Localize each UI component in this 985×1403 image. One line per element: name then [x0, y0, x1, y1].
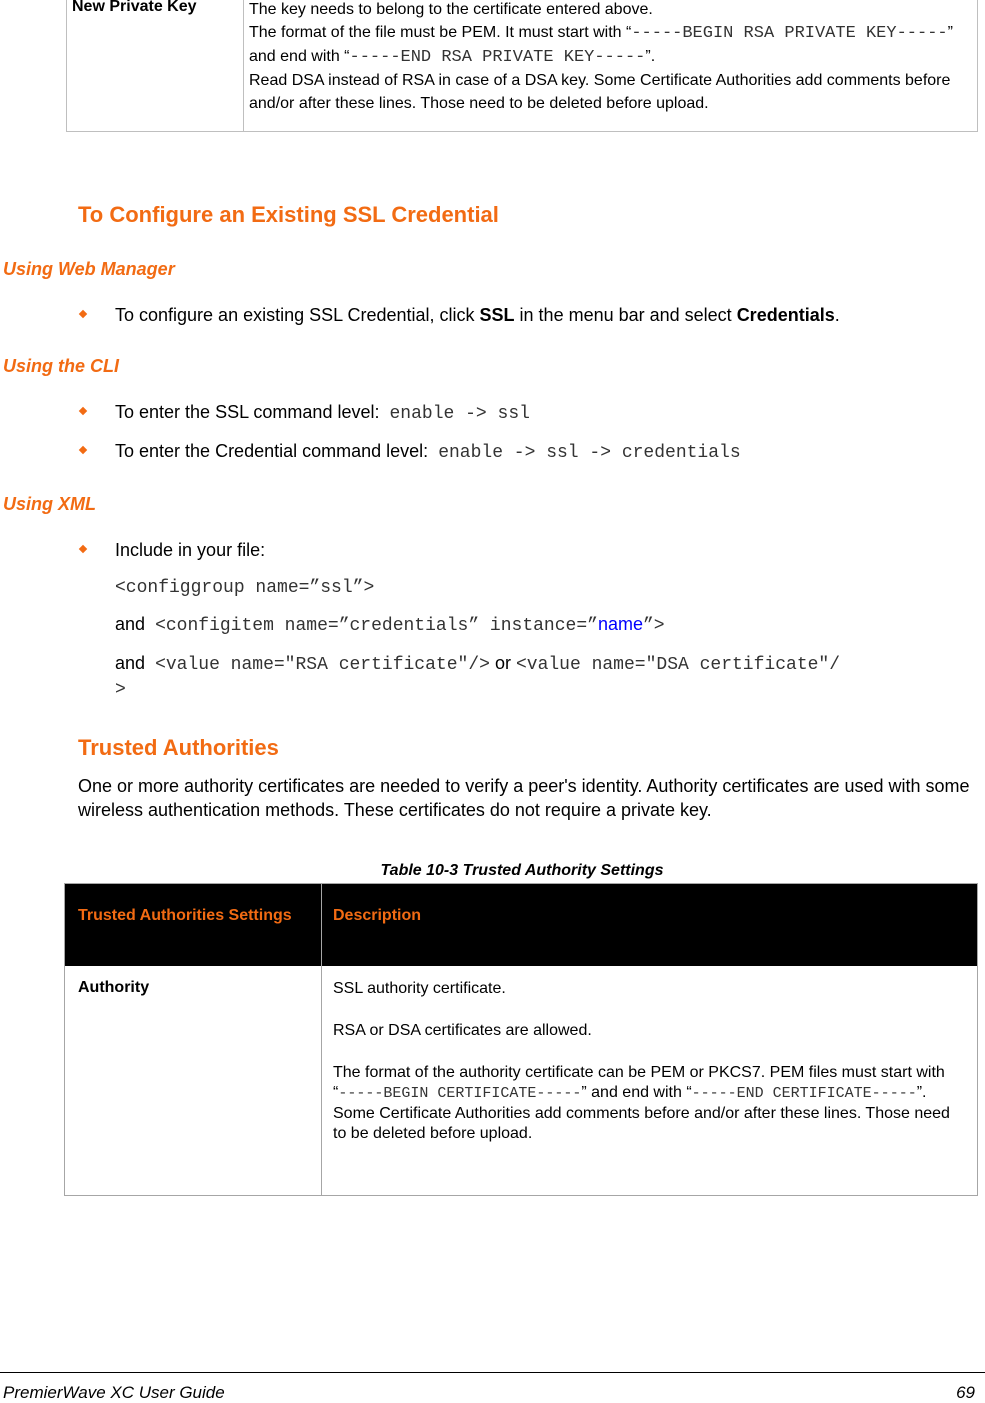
code-end-cert: -----END CERTIFICATE-----	[691, 1085, 917, 1102]
desc-line-2	[249, 21, 969, 69]
table-header	[65, 884, 977, 966]
row-description	[333, 979, 963, 1166]
and-text: and	[115, 614, 146, 634]
desc-text: ” and end with “	[249, 24, 953, 65]
code-end-key: -----END RSA PRIVATE KEY-----	[349, 48, 646, 67]
footer-divider	[0, 1372, 985, 1373]
column-divider	[243, 0, 244, 131]
xml-code: <value name="RSA certificate"/>	[155, 655, 490, 675]
header-settings: Trusted Authorities Settings	[78, 907, 292, 924]
column-divider	[321, 884, 322, 1195]
cli-heading: Using the CLI	[3, 356, 119, 376]
table-caption: Table 10-3 Trusted Authority Settings	[380, 862, 664, 879]
row-setting-name: Authority	[78, 979, 150, 996]
cli-command: enable -> ssl	[389, 404, 530, 424]
xml-line-2	[115, 614, 665, 636]
or-text: or	[494, 653, 511, 673]
trusted-authority-table	[64, 883, 978, 1196]
xml-heading: Using XML	[3, 494, 96, 514]
desc-line: SSL authority certificate.	[333, 980, 506, 997]
private-key-table	[66, 0, 978, 132]
bullet-text: To enter the SSL command level: enable -> ssl	[115, 402, 530, 424]
bullet-text: Include in your file:	[115, 540, 266, 560]
bullet-diamond-icon	[79, 446, 87, 454]
xml-line-1	[115, 576, 374, 598]
bullet-text: To configure an existing SSL Credential, click SSL in the menu bar and select Credentials.	[115, 305, 840, 325]
desc-text: The format of the file must be PEM. It must start with “	[249, 24, 632, 41]
bullet-text: To enter the Credential command level: enable -> ssl -> credentials	[115, 441, 741, 463]
setting-name: New Private Key	[72, 0, 197, 15]
bullet-diamond-icon	[79, 545, 87, 553]
header-description: Description	[333, 907, 422, 924]
xml-code: >	[115, 680, 126, 700]
xml-line-3	[115, 653, 840, 675]
xml-code: ”>	[642, 616, 665, 636]
section-title: To Configure an Existing SSL Credential	[78, 202, 499, 227]
code-begin-key: -----BEGIN RSA PRIVATE KEY-----	[631, 24, 948, 43]
section-paragraph: One or more authority certificates are needed to verify a peer's identity. Authority certificates are used with some wireless authentication methods. These certificates do not require a private key.	[78, 776, 970, 820]
xml-placeholder: name	[597, 614, 643, 634]
and-text: and	[115, 653, 146, 673]
section-title: Trusted Authorities	[78, 735, 279, 760]
footer-title: PremierWave XC User Guide	[3, 1383, 225, 1402]
web-manager-heading: Using Web Manager	[3, 259, 175, 279]
xml-line-3-cont	[115, 678, 126, 700]
page-number: 69	[956, 1383, 975, 1402]
setting-description	[249, 0, 969, 115]
xml-code: <configgroup name=”ssl”>	[115, 578, 375, 598]
code-begin-cert: -----BEGIN CERTIFICATE-----	[338, 1085, 582, 1102]
bullet-diamond-icon	[79, 407, 87, 415]
desc-line: The format of the authority certificate can be PEM or PKCS7. PEM files must start with “-----BEGIN CERTIFICATE-----” and end with “-----END CERTIFICATE-----”. Some Certificate Authorities add comments before and/or after these lines. Those need to be deleted before upload.	[333, 1064, 950, 1142]
xml-code: <configitem name=”credentials” instance=”	[155, 616, 598, 636]
desc-text: ”.	[645, 48, 656, 65]
cli-command: enable -> ssl -> credentials	[438, 443, 741, 463]
bullet-diamond-icon	[79, 310, 87, 318]
xml-code: <value name="DSA certificate"/	[515, 655, 841, 675]
desc-line-1: The key needs to belong to the certificate entered above.	[249, 1, 653, 18]
desc-line-3: Read DSA instead of RSA in case of a DSA key. Some Certificate Authorities add comments before and/or after these lines. Those need to be deleted before upload.	[249, 72, 951, 112]
desc-line: RSA or DSA certificates are allowed.	[333, 1022, 592, 1039]
